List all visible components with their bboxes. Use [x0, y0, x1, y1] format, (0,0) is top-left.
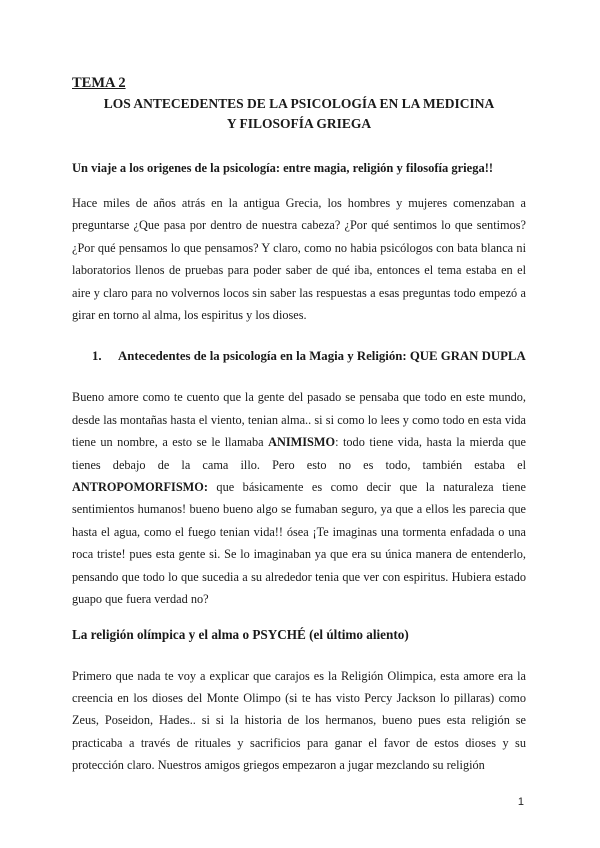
- section-1-text-part2: : todo tiene vida, hasta la mierda que tienes debajo de la cama illo. Pero esto no es todo, también estaba el: [72, 435, 526, 472]
- page-number: 1: [517, 796, 524, 808]
- intro-subtitle: Un viaje a los origenes de la psicología: entre magia, religión y filosofía griega!!: [72, 161, 494, 175]
- document-title: LOS ANTECEDENTES DE LA PSICOLOGÍA EN LA MEDICINA Y FILOSOFÍA GRIEGA: [103, 96, 495, 131]
- page-content: [72, 74, 526, 777]
- intro-paragraph: Hace miles de años atrás en la antigua Grecia, los hombres y mujeres comenzaban a preguntarse ¿Que pasa por dentro de nuestra cabeza? ¿Por qué sentimos lo que sentimos? ¿Por qué pensamos lo que pensamos? Y claro, como no habia psicólogos con bata blanca ni laboratorios llenos de pruebas para poder saber de qué iba, entonces el tema estaba en el aire y claro para no volvernos locos sin saber las respuestas a esas preguntas todo empezó a girar en torno al alma, los espiritus y los dioses.: [72, 196, 526, 323]
- term-antropomorfismo: ANTROPOMORFISMO:: [72, 480, 208, 495]
- section-1-text-part1: Bueno amore como te cuento que la gente del pasado se pensaba que todo en este mundo, desde las montañas hasta el viento, tenian alma.. si si como lo lees y como todo en esta vida tiene un nombre, a esto se le llamaba: [72, 390, 526, 450]
- section-1-number: 1.: [92, 349, 102, 364]
- section-1-heading-text: Antecedentes de la psicología en la Magia y Religión: QUE GRAN DUPLA: [118, 349, 526, 364]
- section-1-heading: [72, 346, 526, 366]
- section-1-text-part3: que básicamente es como decir que la naturaleza tiene sentimientos humanos! bueno bueno algo se fumaban seguro, ya que a ellos les parecia que hasta el agua, como el fuego tenian vida!! ósea ¡Te imaginas una tormenta enfadada o una roca triste! pues esta gente si. Se lo imaginaban ya que era su única manera de entenderlo, pensando que todo lo que sucedia a su alrededor tenia que ver con espiritus. Hubiera estado guapo que fuera verdad no?: [72, 480, 526, 607]
- section-1-paragraph: [72, 386, 526, 610]
- section-2-heading: La religión olímpica y el alma o PSYCHÉ (el último aliento): [72, 626, 409, 642]
- term-animismo: ANIMISMO: [268, 435, 336, 450]
- section-2-paragraph: Primero que nada te voy a explicar que carajos es la Religión Olimpica, esta amore era la creencia en los dioses del Monte Olimpo (si te has visto Percy Jackson lo pillaras) como Zeus, Poseidon, Hades.. si si la historia de los hermanos, bueno pues esta religión se practicaba a través de rituales y sacrificios para ganar el favor de estos dioses y su protección claro. Nuestros amigos griegos empezaron a jugar mezclando su religión: [72, 668, 526, 773]
- tema-label: TEMA 2: [72, 75, 126, 91]
